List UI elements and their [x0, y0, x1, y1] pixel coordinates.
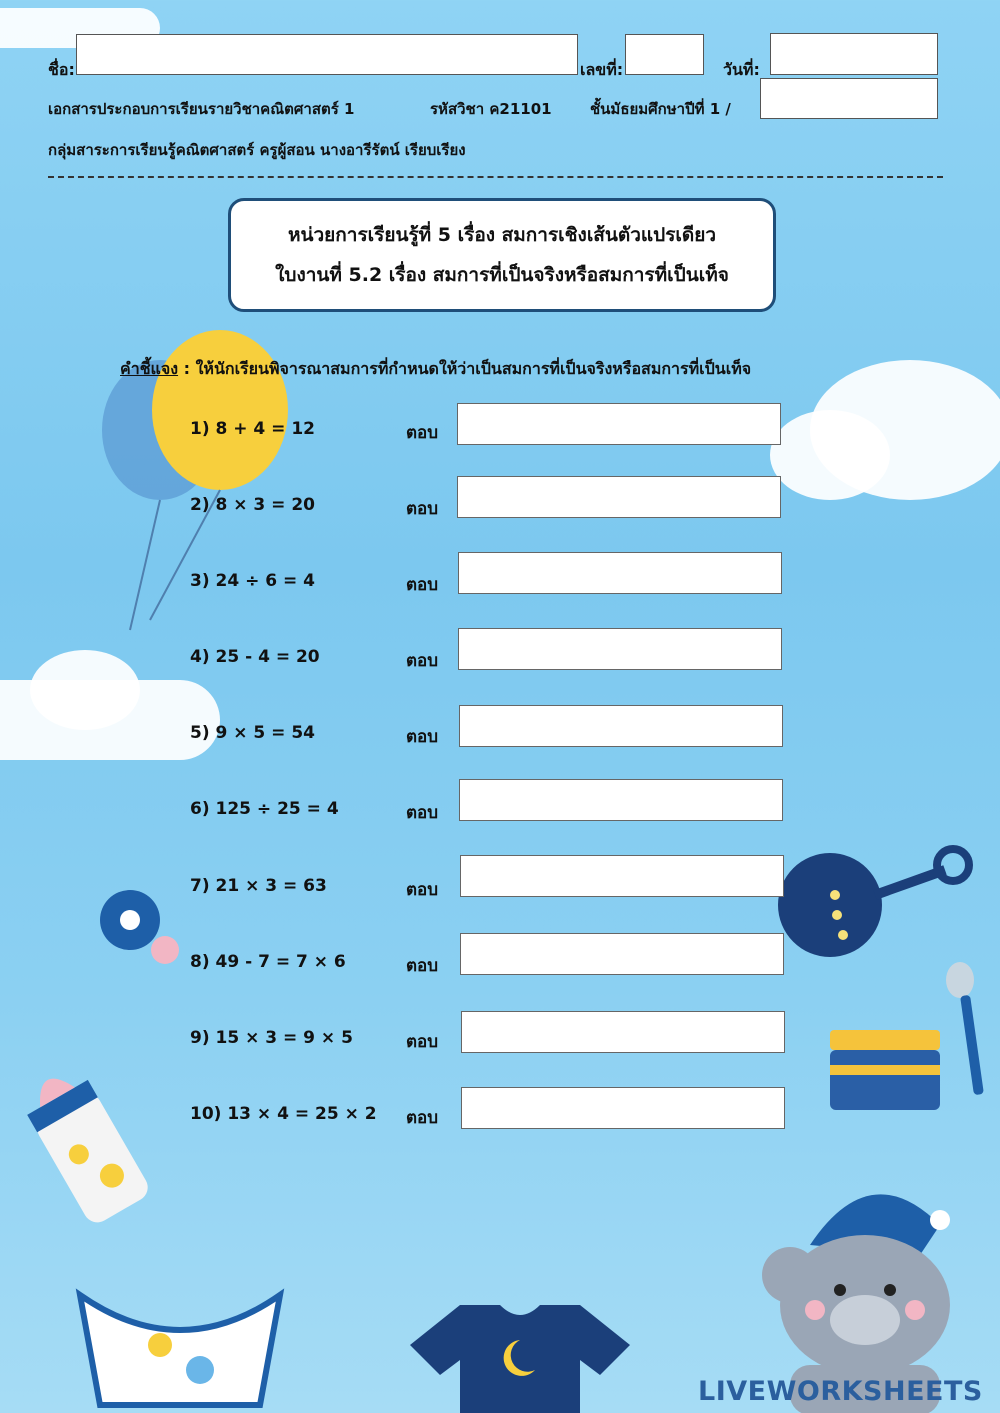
question-row	[0, 1088, 1000, 1138]
name-label: ชื่อ:	[48, 60, 75, 79]
answer-field[interactable]	[460, 933, 784, 975]
answer-field[interactable]	[461, 1011, 785, 1053]
answer-label: ตอบ	[406, 803, 439, 823]
answer-field[interactable]	[457, 476, 781, 518]
answer-label: ตอบ	[406, 575, 439, 595]
instructions-label: คำชี้แจง	[120, 359, 179, 378]
answer-field[interactable]	[458, 628, 782, 670]
question-row	[0, 403, 1000, 453]
answer-field[interactable]	[459, 705, 783, 747]
worksheet-title: ใบงานที่ 5.2 เรื่อง สมการที่เป็นจริงหรือสมการที่เป็นเท็จ	[275, 264, 729, 286]
equation: 10) 13 × 4 = 25 × 2	[190, 1104, 377, 1124]
liveworksheets-logo: LIVEWORKSHEETS	[698, 1376, 983, 1407]
shirt-icon	[400, 1295, 640, 1413]
number-field[interactable]	[625, 34, 704, 75]
equation: 1) 8 + 4 = 12	[190, 419, 315, 439]
bib-icon	[60, 1285, 300, 1413]
grade-label: ชั้นมัธยมศึกษาปีที่ 1 /	[590, 100, 731, 118]
equation: 9) 15 × 3 = 9 × 5	[190, 1028, 353, 1048]
date-label: วันที่:	[723, 60, 760, 79]
answer-field[interactable]	[461, 1087, 785, 1129]
equation: 5) 9 × 5 = 54	[190, 723, 315, 743]
date-field[interactable]	[770, 33, 938, 75]
answer-label: ตอบ	[406, 1032, 439, 1052]
answer-field[interactable]	[460, 855, 784, 897]
name-field[interactable]	[76, 34, 578, 75]
dept-teacher: กลุ่มสาระการเรียนรู้คณิตศาสตร์ ครูผู้สอน นางอารีรัตน์ เรียบเรียง	[48, 141, 466, 159]
answer-label: ตอบ	[406, 880, 439, 900]
question-row	[0, 707, 1000, 757]
unit-title: หน่วยการเรียนรู้ที่ 5 เรื่อง สมการเชิงเส้นตัวแปรเดียว	[287, 224, 717, 246]
question-row	[0, 555, 1000, 605]
equation: 8) 49 - 7 = 7 × 6	[190, 952, 346, 972]
equation: 2) 8 × 3 = 20	[190, 495, 315, 515]
question-row	[0, 783, 1000, 833]
question-row	[0, 479, 1000, 529]
divider	[48, 176, 943, 178]
question-row	[0, 936, 1000, 986]
class-room-field[interactable]	[760, 78, 938, 119]
answer-label: ตอบ	[406, 423, 439, 443]
instructions	[120, 357, 751, 382]
answer-field[interactable]	[459, 779, 783, 821]
instructions-text: : ให้นักเรียนพิจารณาสมการที่กำหนดให้ว่าเป็นสมการที่เป็นจริงหรือสมการที่เป็นเท็จ	[178, 359, 752, 378]
question-row	[0, 860, 1000, 910]
doc-line: เอกสารประกอบการเรียนรายวิชาคณิตศาสตร์ 1	[48, 100, 355, 118]
equation: 4) 25 - 4 = 20	[190, 647, 320, 667]
answer-field[interactable]	[458, 552, 782, 594]
number-label: เลขที่:	[580, 60, 624, 79]
equation: 3) 24 ÷ 6 = 4	[190, 571, 315, 591]
title-box	[228, 198, 776, 312]
question-row	[0, 1012, 1000, 1062]
answer-label: ตอบ	[406, 1108, 439, 1128]
equation: 6) 125 ÷ 25 = 4	[190, 799, 339, 819]
answer-label: ตอบ	[406, 956, 439, 976]
question-row	[0, 631, 1000, 681]
course-code: รหัสวิชา ค21101	[430, 100, 552, 118]
answer-label: ตอบ	[406, 499, 439, 519]
answer-field[interactable]	[457, 403, 781, 445]
equation: 7) 21 × 3 = 63	[190, 876, 327, 896]
baby-bottle-icon	[5, 1060, 165, 1230]
answer-label: ตอบ	[406, 651, 439, 671]
answer-label: ตอบ	[406, 727, 439, 747]
